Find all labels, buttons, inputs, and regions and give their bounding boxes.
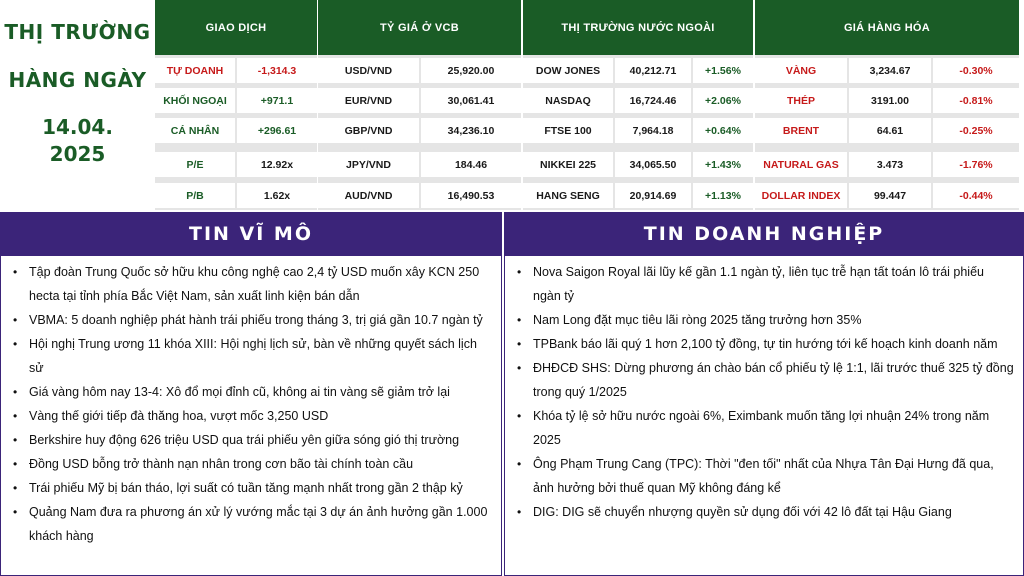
market-change: +1.13%	[693, 183, 753, 208]
bullet-icon: •	[517, 265, 522, 279]
bullet-icon: •	[517, 457, 522, 471]
bullet-icon: •	[13, 409, 18, 423]
foreign-markets-header: THỊ TRƯỜNG NƯỚC NGOÀI	[523, 0, 753, 55]
fx-pair: USD/VND	[318, 58, 419, 83]
bullet-icon: •	[517, 313, 522, 327]
commodity-value: 3191.00	[849, 88, 931, 113]
corporate-news-list	[505, 256, 1023, 524]
commodity-change: -0.25%	[933, 118, 1019, 143]
market-value: 7,964.18	[615, 118, 691, 143]
trading-value: 12.92x	[237, 152, 317, 177]
bullet-icon: •	[517, 361, 522, 375]
market-value: 34,065.50	[615, 152, 691, 177]
fx-pair: JPY/VND	[318, 152, 419, 177]
news-text: Hội nghị Trung ương 11 khóa XIII: Hội nghị lịch sử, bàn về những quyết sách lịch sử	[29, 337, 477, 375]
fx-pair: GBP/VND	[318, 118, 419, 143]
bullet-icon: •	[517, 337, 522, 351]
news-text: VBMA: 5 doanh nghiệp phát hành trái phiếu trong tháng 3, trị giá gần 10.7 ngàn tỷ	[29, 313, 483, 327]
market-change: +1.56%	[693, 58, 753, 83]
news-text: Tập đoàn Trung Quốc sở hữu khu công nghệ cao 2,4 tỷ USD muốn xây KCN 250 hecta tại tỉnh phía Bắc Việt Nam, sản xuất linh kiện bán dẫn	[29, 265, 480, 303]
foreign-markets-table	[523, 0, 753, 210]
fx-pair: EUR/VND	[318, 88, 419, 113]
title-block	[0, 0, 155, 210]
trading-label: P/E	[155, 152, 235, 177]
commodities-header: GIÁ HÀNG HÓA	[755, 0, 1019, 55]
news-text: ĐHĐCĐ SHS: Dừng phương án chào bán cổ phiếu tỷ lệ 1:1, lãi trước thuế 325 tỷ đồng trong quý 1/2025	[533, 361, 1014, 399]
corporate-news-panel	[504, 256, 1024, 576]
news-item	[517, 500, 1015, 524]
macro-news-header: TIN VĨ MÔ	[0, 212, 502, 256]
news-text: Nam Long đặt mục tiêu lãi ròng 2025 tăng trưởng hơn 35%	[533, 313, 862, 327]
commodity-name: NATURAL GAS	[755, 152, 847, 177]
trading-label: KHỐI NGOẠI	[155, 88, 235, 113]
news-item	[517, 332, 1015, 356]
news-item	[517, 452, 1015, 500]
market-change: +2.06%	[693, 88, 753, 113]
trading-label: CÁ NHÂN	[155, 118, 235, 143]
fx-rate: 30,061.41	[421, 88, 521, 113]
bullet-icon: •	[13, 337, 18, 351]
commodity-change: -0.44%	[933, 183, 1019, 208]
news-text: Đồng USD bỗng trở thành nạn nhân trong cơn bão tài chính toàn cầu	[29, 457, 414, 471]
trading-value: +971.1	[237, 88, 317, 113]
trading-header: GIAO DỊCH	[155, 0, 317, 55]
macro-news-list	[1, 256, 501, 548]
title-line-1: THỊ TRƯỜNG	[4, 20, 151, 44]
commodity-value: 3.473	[849, 152, 931, 177]
news-text: Khóa tỷ lệ sở hữu nước ngoài 6%, Eximbank muốn tăng lợi nhuận 24% trong năm 2025	[533, 409, 990, 447]
bullet-icon: •	[13, 313, 18, 327]
news-text: Ông Phạm Trung Cang (TPC): Thời "đen tối" nhất của Nhựa Tân Đại Hưng đã qua, ảnh hưởng bởi thuế quan Mỹ không đáng kể	[533, 457, 994, 495]
bullet-icon: •	[13, 457, 18, 471]
market-value: 20,914.69	[615, 183, 691, 208]
news-text: DIG: DIG sẽ chuyển nhượng quyền sử dụng đối với 42 lô đất tại Hậu Giang	[533, 505, 952, 519]
fx-rate: 16,490.53	[421, 183, 521, 208]
commodity-name: THÉP	[755, 88, 847, 113]
bullet-icon: •	[517, 409, 522, 423]
fx-header: TỶ GIÁ Ở VCB	[318, 0, 521, 55]
trading-value: 1.62x	[237, 183, 317, 208]
news-text: Vàng thế giới tiếp đà thăng hoa, vượt mốc 3,250 USD	[29, 409, 329, 423]
fx-rate: 34,236.10	[421, 118, 521, 143]
news-item	[13, 428, 493, 452]
bullet-icon: •	[517, 505, 522, 519]
news-item	[13, 380, 493, 404]
fx-rate: 184.46	[421, 152, 521, 177]
news-text: Berkshire huy động 626 triệu USD qua trái phiếu yên giữa sóng gió thị trường	[29, 433, 460, 447]
trading-label: TỰ DOANH	[155, 58, 235, 83]
news-item	[13, 476, 493, 500]
news-item	[13, 308, 493, 332]
commodity-change: -0.30%	[933, 58, 1019, 83]
bullet-icon: •	[13, 481, 18, 495]
market-change: +0.64%	[693, 118, 753, 143]
bullet-icon: •	[13, 265, 18, 279]
market-name: HANG SENG	[523, 183, 613, 208]
trading-value: -1,314.3	[237, 58, 317, 83]
market-name: FTSE 100	[523, 118, 613, 143]
commodity-value: 99.447	[849, 183, 931, 208]
news-item	[517, 260, 1015, 308]
news-item	[13, 260, 493, 308]
commodity-name: VÀNG	[755, 58, 847, 83]
commodity-value: 3,234.67	[849, 58, 931, 83]
bullet-icon: •	[13, 505, 18, 519]
news-text: Nova Saigon Royal lãi lũy kế gần 1.1 ngàn tỷ, liên tục trễ hạn tất toán lô trái phiếu ngàn tỷ	[533, 265, 984, 303]
title-date: 14.04.	[42, 115, 113, 139]
commodity-change: -1.76%	[933, 152, 1019, 177]
market-value: 16,724.46	[615, 88, 691, 113]
news-text: Quảng Nam đưa ra phương án xử lý vướng mắc tại 3 dự án ảnh hưởng gần 1.000 khách hàng	[29, 505, 488, 543]
bullet-icon: •	[13, 433, 18, 447]
title-line-2: HÀNG NGÀY	[8, 68, 147, 92]
trading-value: +296.61	[237, 118, 317, 143]
fx-table	[318, 0, 521, 210]
news-item	[13, 332, 493, 380]
commodity-value: 64.61	[849, 118, 931, 143]
corporate-news-header: TIN DOANH NGHIỆP	[504, 212, 1024, 256]
news-item	[517, 308, 1015, 332]
market-value: 40,212.71	[615, 58, 691, 83]
market-name: NIKKEI 225	[523, 152, 613, 177]
title-year: 2025	[49, 142, 106, 166]
market-name: DOW JONES	[523, 58, 613, 83]
commodity-name: DOLLAR INDEX	[755, 183, 847, 208]
market-name: NASDAQ	[523, 88, 613, 113]
fx-pair: AUD/VND	[318, 183, 419, 208]
news-text: Giá vàng hôm nay 13-4: Xô đổ mọi đỉnh cũ, không ai tin vàng sẽ giảm trở lại	[29, 385, 450, 399]
fx-rate: 25,920.00	[421, 58, 521, 83]
market-change: +1.43%	[693, 152, 753, 177]
news-item	[13, 500, 493, 548]
trading-table	[155, 0, 317, 210]
macro-news-panel	[0, 256, 502, 576]
news-text: Trái phiếu Mỹ bị bán tháo, lợi suất có tuần tăng mạnh nhất trong gần 2 thập kỷ	[29, 481, 463, 495]
trading-label: P/B	[155, 183, 235, 208]
commodity-name: BRENT	[755, 118, 847, 143]
commodity-change: -0.81%	[933, 88, 1019, 113]
commodities-table	[755, 0, 1019, 210]
news-text: TPBank báo lãi quý 1 hơn 2,100 tỷ đồng, tự tin hướng tới kế hoạch kinh doanh năm	[533, 337, 998, 351]
news-item	[517, 356, 1015, 404]
news-item	[13, 404, 493, 428]
bullet-icon: •	[13, 385, 18, 399]
news-item	[517, 404, 1015, 452]
news-item	[13, 452, 493, 476]
